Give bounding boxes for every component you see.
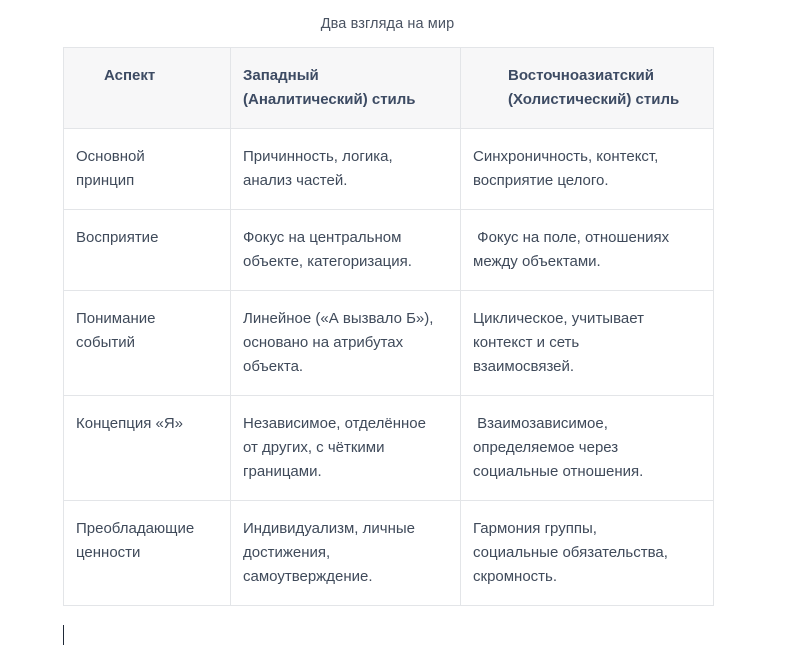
cell-western: Причинность, логика, анализ частей.: [231, 129, 461, 210]
header-aspect: Аспект: [64, 48, 231, 129]
cell-western: Индивидуализм, личные достижения, самоутверждение.: [231, 501, 461, 606]
cell-aspect: Восприятие: [64, 210, 231, 291]
header-western-style: Западный (Аналитический) стиль: [231, 48, 461, 129]
cell-aspect: Концепция «Я»: [64, 396, 231, 501]
table-row: [64, 210, 714, 291]
cell-aspect: Преобладающие ценности: [64, 501, 231, 606]
table-caption: Два взгляда на мир: [320, 16, 455, 32]
table-row: [64, 396, 714, 501]
cell-western: Линейное («А вызвало Б»), основано на атрибутах объекта.: [231, 291, 461, 396]
cell-western: Независимое, отделённое от других, с чёткими границами.: [231, 396, 461, 501]
cell-aspect: Понимание событий: [64, 291, 231, 396]
comparison-table: [63, 47, 714, 606]
cell-east-asian: Циклическое, учитывает контекст и сеть взаимосвязей.: [461, 291, 714, 396]
cell-east-asian: Гармония группы, социальные обязательства, скромность.: [461, 501, 714, 606]
text-cursor[interactable]: [63, 625, 64, 645]
table-row: [64, 291, 714, 396]
cell-east-asian: Взаимозависимое, определяемое через социальные отношения.: [461, 396, 714, 501]
table-row: [64, 501, 714, 606]
header-east-asian-style: Восточноазиатский (Холистический) стиль: [461, 48, 714, 129]
cell-east-asian: Синхроничность, контекст, восприятие целого.: [461, 129, 714, 210]
cell-east-asian: Фокус на поле, отношениях между объектами.: [461, 210, 714, 291]
cell-western: Фокус на центральном объекте, категоризация.: [231, 210, 461, 291]
cell-aspect: Основной принцип: [64, 129, 231, 210]
table-header-row: [64, 48, 714, 129]
table-row: [64, 129, 714, 210]
